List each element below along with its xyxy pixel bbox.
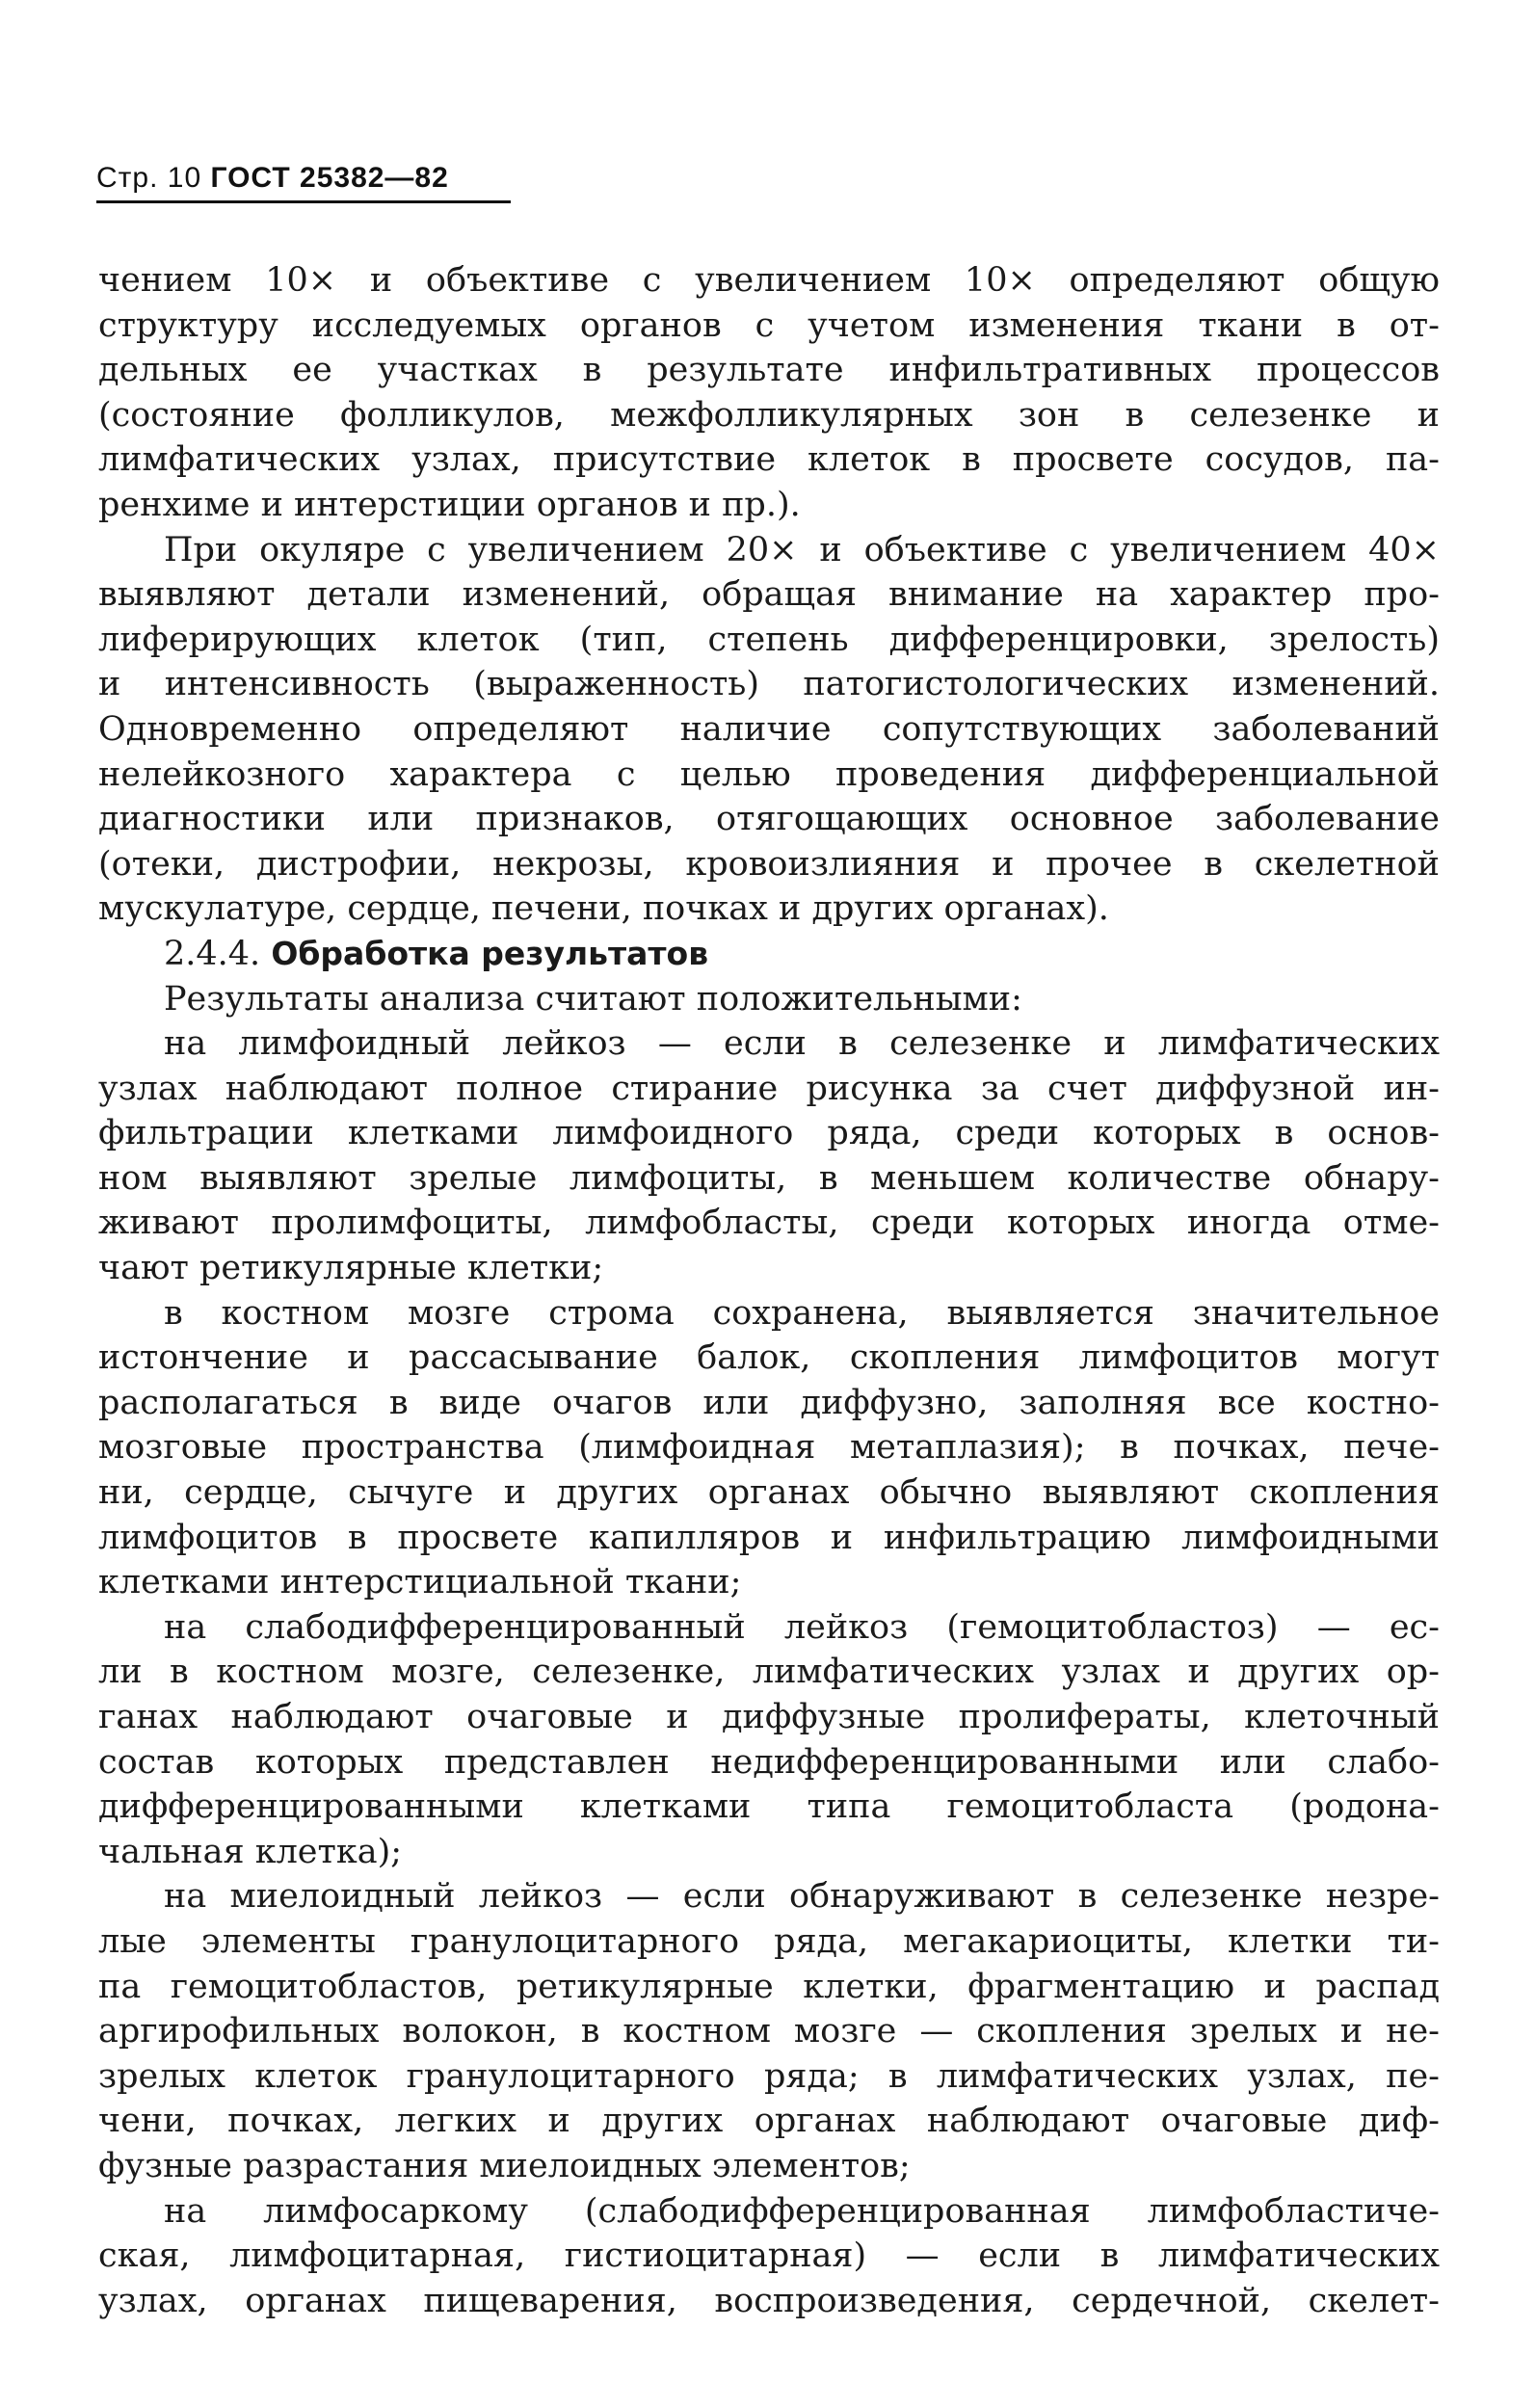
- text-line: мускулатуре, сердце, печени, почках и других органах).: [98, 889, 1109, 929]
- text-line: состав которых представлен недифференцированными или слабо-: [98, 1742, 1440, 1782]
- text-line: живают пролимфоциты, лимфобласты, среди которых иногда отме-: [98, 1204, 1440, 1243]
- text-line: на миелоидный лейкоз — если обнаруживают в селезенке незре-: [164, 1877, 1440, 1917]
- text-line: лиферирующих клеток (тип, степень дифференцировки, зрелость): [98, 620, 1440, 659]
- text-line: фузные разрастания миелоидных элементов;: [98, 2146, 911, 2185]
- page-header: [96, 162, 449, 195]
- text-line: нелейкозного характера с целью проведения дифференциальной: [98, 754, 1440, 794]
- text-line: узлах наблюдают полное стирание рисунка за счет диффузной ин-: [98, 1069, 1440, 1108]
- text-line: ли в костном мозге, селезенке, лимфатических узлах и других ор-: [98, 1653, 1440, 1692]
- text-line: (состояние фолликулов, межфолликулярных зон в селезенке и: [98, 395, 1440, 435]
- text-line: диагностики или признаков, отягощающих основное заболевание: [98, 800, 1440, 839]
- text-line: фильтрации клетками лимфоидного ряда, среди которых в основ-: [98, 1114, 1440, 1153]
- section-title: Обработка результатов: [271, 934, 709, 972]
- text-line: ном выявляют зрелые лимфоциты, в меньшем количестве обнару-: [98, 1158, 1440, 1198]
- text-line: на лимфосаркому (слабодифференцированная лимфобластиче-: [164, 2191, 1440, 2231]
- text-line: чени, почках, легких и других органах наблюдают очаговые диф-: [98, 2102, 1440, 2141]
- header-rule: [96, 200, 511, 203]
- text-line: лые элементы гранулоцитарного ряда, мегакариоциты, клетки ти-: [98, 1921, 1440, 1961]
- text-line: чением 10× и объективе с увеличением 10× определяют общую: [98, 261, 1440, 300]
- text-line: дифференцированными клетками типа гемоцитобласта (родона-: [98, 1787, 1440, 1827]
- standard-number: ГОСТ 25382—82: [210, 162, 449, 194]
- text-line: дельных ее участках в результате инфильтративных процессов: [98, 351, 1440, 390]
- text-line: мозговые пространства (лимфоидная метаплазия); в почках, пече-: [98, 1428, 1440, 1468]
- text-line: ская, лимфоцитарная, гистиоцитарная) — если в лимфатических: [98, 2236, 1440, 2276]
- text-line: ни, сердце, сычуге и других органах обычно выявляют скопления: [98, 1473, 1440, 1513]
- text-line: на слабодифференцированный лейкоз (гемоцитобластоз) — ес-: [164, 1607, 1440, 1647]
- text-line: Одновременно определяют наличие сопутствующих заболеваний: [98, 709, 1440, 749]
- text-line: Результаты анализа считают положительными:: [164, 979, 1022, 1019]
- text-line: выявляют детали изменений, обращая внимание на характер про-: [98, 575, 1440, 615]
- text-line: лимфатических узлах, присутствие клеток в просвете сосудов, па-: [98, 440, 1440, 480]
- section-heading: [98, 932, 1440, 977]
- section-number: 2.4.4.: [164, 934, 261, 973]
- text-line: (отеки, дистрофии, некрозы, кровоизлияния и прочее в скелетной: [98, 844, 1440, 884]
- text-line: клетками интерстициальной ткани;: [98, 1563, 742, 1602]
- text-line: в костном мозге строма сохранена, выявляется значительное: [164, 1293, 1440, 1333]
- text-line: на лимфоидный лейкоз — если в селезенке и лимфатических: [164, 1024, 1440, 1064]
- text-line: па гемоцитобластов, ретикулярные клетки, фрагментацию и распад: [98, 1967, 1440, 2006]
- text-line: При окуляре с увеличением 20× и объективе с увеличением 40×: [164, 530, 1440, 569]
- text-line: ганах наблюдают очаговые и диффузные пролифераты, клеточный: [98, 1698, 1440, 1736]
- text-line: ренхиме и интерстиции органов и пр.).: [98, 485, 801, 524]
- text-line: располагаться в виде очагов или диффузно, заполняя все костно-: [98, 1383, 1440, 1422]
- page-number: Стр. 10: [96, 162, 202, 194]
- text-line: истончение и рассасывание балок, скопления лимфоцитов могут: [98, 1338, 1440, 1378]
- text-line: чальная клетка);: [98, 1832, 403, 1871]
- text-line: и интенсивность (выраженность) патогистологических изменений.: [98, 665, 1440, 704]
- document-body: [98, 258, 1440, 2323]
- text-line: структуру исследуемых органов с учетом изменения ткани в от-: [98, 305, 1440, 345]
- text-line: аргирофильных волокон, в костном мозге — скопления зрелых и не-: [98, 2012, 1440, 2051]
- text-line: лимфоцитов в просвете капилляров и инфильтрацию лимфоидными: [98, 1518, 1440, 1557]
- text-line: зрелых клеток гранулоцитарного ряда; в лимфатических узлах, пе-: [98, 2056, 1440, 2096]
- text-line: узлах, органах пищеварения, воспроизведения, сердечной, скелет-: [98, 2281, 1440, 2320]
- text-line: чают ретикулярные клетки;: [98, 1249, 604, 1288]
